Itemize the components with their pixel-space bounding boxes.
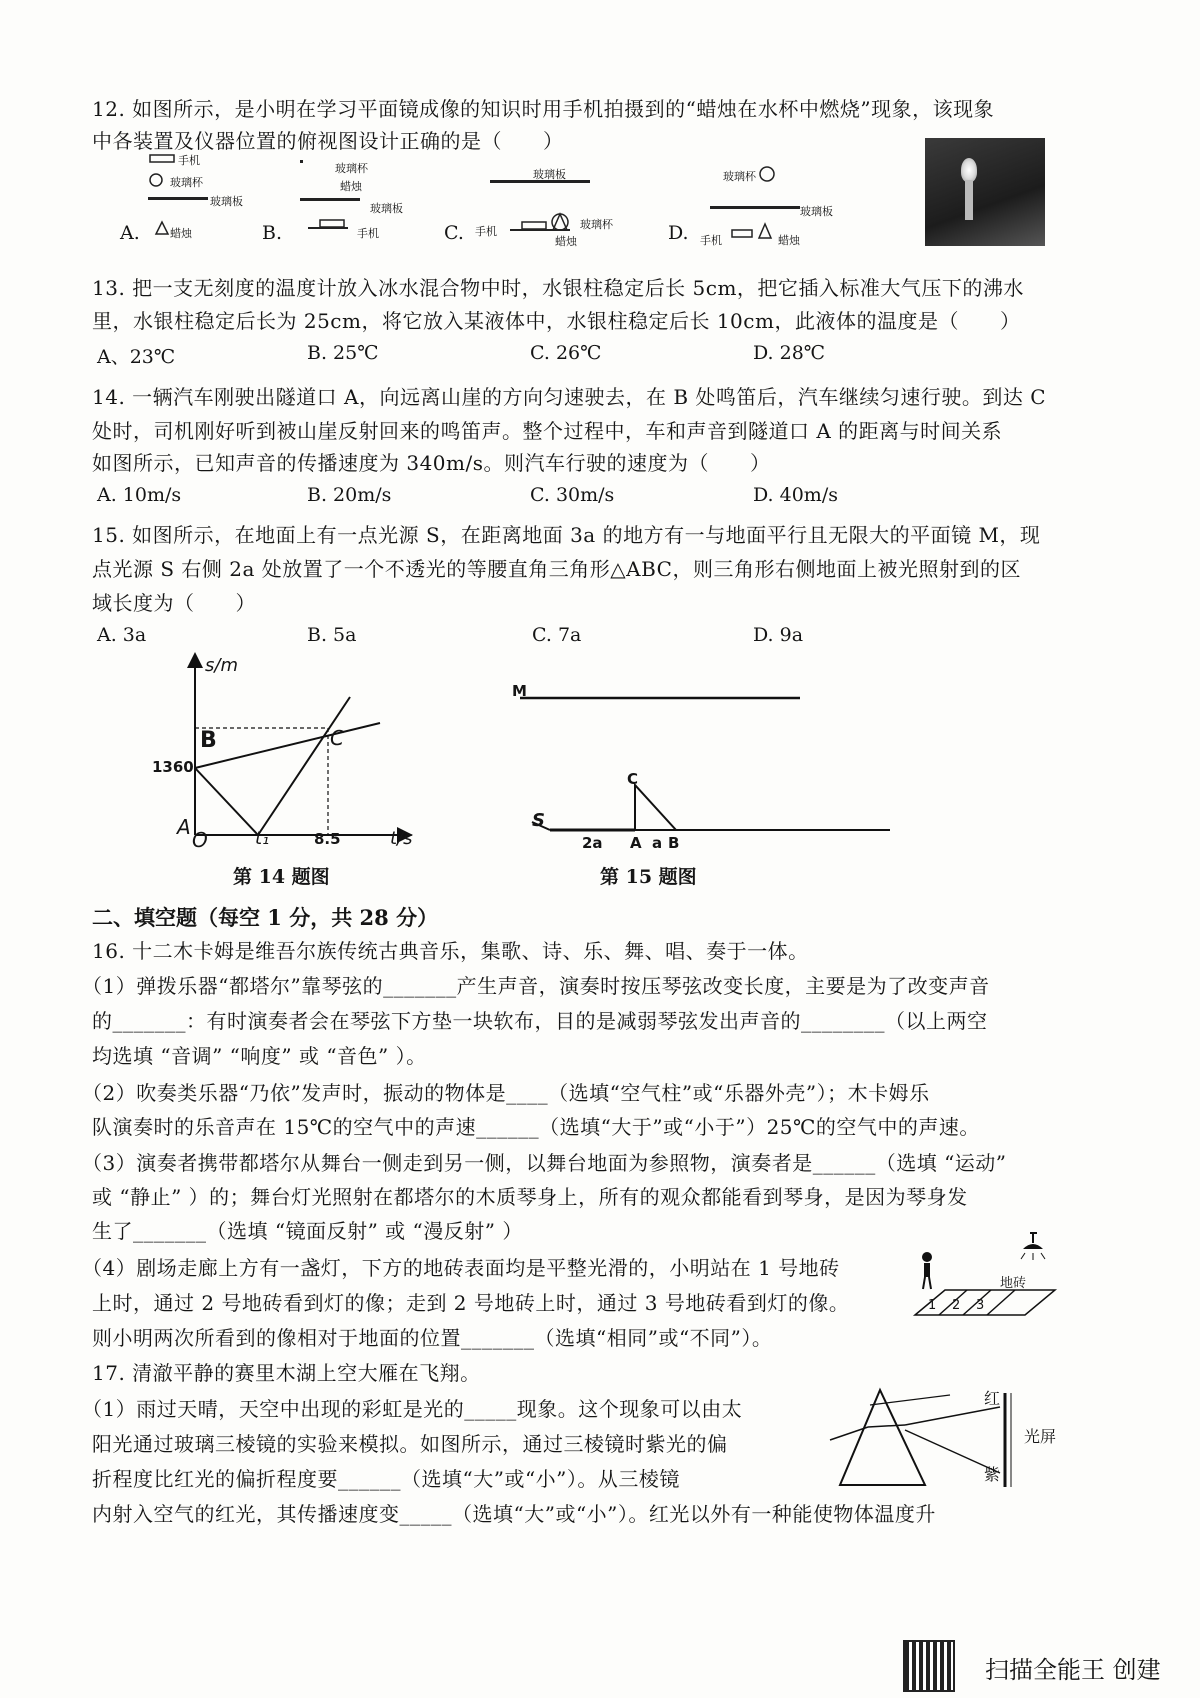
tile-2: 2 [952, 1298, 961, 1313]
fig14-point-c: C [330, 726, 344, 750]
car-line [195, 723, 380, 768]
figure-14-graph [190, 655, 420, 855]
q13-line2: 里，水银柱稳定后长为 25cm，将它放入某液体中，水银柱稳定后长 10cm，此液体的温度是（ ） [92, 309, 1021, 333]
q12-a-letter: A. [120, 222, 140, 244]
q12-b-phone: 手机 [357, 227, 379, 240]
prism-red-label: 红 [984, 1389, 1001, 1408]
q12-a-glass: 玻璃板 [210, 195, 243, 208]
q17-p1d: 内射入空气的红光，其传播速度变_____（选填“大”或“小”）。红光以外有一种能使物体温度升 [92, 1502, 936, 1526]
q16-p1a: （1）弹拨乐器“都塔尔”靠琴弦的_______产生声音，演奏时按压琴弦改变长度，主要是为了改变声音 [82, 974, 990, 998]
fig14-ytick: 1360 [152, 758, 194, 776]
q12-d-candle: 蜡烛 [778, 234, 800, 247]
tile-figure [895, 1225, 1075, 1335]
q16-p3a: （3）演奏者携带都塔尔从舞台一侧走到另一侧，以舞台地面为参照物，演奏者是______（选填 “运动” [82, 1151, 1007, 1175]
tile-3: 3 [976, 1298, 985, 1313]
scanner-watermark: 扫描全能王 创建 [985, 1656, 1161, 1684]
q12-a-candle: 蜡烛 [170, 227, 192, 240]
q12-c-letter: C. [444, 222, 464, 244]
q16-p2b: 队演奏时的乐音声在 15℃的空气中的声速______（选填“大于”或“小于”）25℃的空气中的声速。 [92, 1115, 980, 1139]
q16-p1b: 的_______：有时演奏者会在琴弦下方垫一块软布，目的是减弱琴弦发出声音的________（以上两空 [92, 1009, 988, 1033]
q16-p1c: 均选填 “音调” “响度” 或 “音色” ）。 [92, 1044, 427, 1068]
q17-p1c: 折程度比红光的偏折程度要______（选填“大”或“小”）。从三棱镜 [92, 1467, 680, 1491]
q17-intro: 17. 清澈平静的赛里木湖上空大雁在飞翔。 [92, 1361, 481, 1385]
q12-b-letter: B. [262, 222, 283, 244]
q14-line3: 如图所示，已知声音的传播速度为 340m/s。则汽车行驶的速度为（ ） [92, 451, 771, 475]
q12-option-a-diagram [140, 150, 260, 230]
prism-screen-label: 光屏 [1024, 1427, 1057, 1446]
q13-option-c: C. 26℃ [530, 342, 602, 364]
fig15-source-label: S [532, 810, 545, 831]
fig15-c-label: C [627, 770, 639, 788]
q13-option-d: D. 28℃ [753, 342, 826, 364]
lamp-icon [1023, 1244, 1043, 1249]
q12-d-cup: 玻璃杯 [723, 170, 756, 183]
prism-icon [840, 1390, 925, 1485]
fig14-point-a: A [177, 815, 191, 839]
q12-b-cup: 玻璃杯 [335, 162, 368, 175]
q17-p1b: 阳光通过玻璃三棱镜的实验来模拟。如图所示，通过三棱镜时紫光的偏 [92, 1432, 728, 1456]
q16-p3b: 或 “静止” ）的；舞台灯光照射在都塔尔的木质琴身上，所有的观众都能看到琴身，是因为琴身发 [92, 1185, 968, 1209]
q12-b-candle: 蜡烛 [340, 180, 362, 193]
tile-label: 地砖 [1000, 1276, 1027, 1291]
fig15-caption: 第 15 题图 [600, 866, 697, 888]
candle-photo [925, 138, 1045, 246]
q15-option-a: A. 3a [97, 624, 147, 646]
triangle-abc [635, 785, 676, 830]
fig15-a-length: a [652, 834, 663, 852]
q17-p1a: （1）雨过天晴，天空中出现的彩虹是光的_____现象。这个现象可以由太 [82, 1397, 743, 1421]
q14-option-c: C. 30m/s [530, 484, 615, 506]
fig15-mirror-label: M [512, 682, 527, 700]
q16-p2a: （2）吹奏类乐器“乃依”发声时，振动的物体是____（选填“空气柱”或“乐器外壳”）；木卡姆乐 [82, 1081, 930, 1105]
q15-line1: 15. 如图所示，在地面上有一点光源 S，在距离地面 3a 的地方有一与地面平行且无限大的平面镜 M，现 [92, 523, 1041, 547]
q15-option-b: B. 5a [307, 624, 357, 646]
q13-line1: 13. 把一支无刻度的温度计放入冰水混合物中时，水银柱稳定后长 5cm，把它插入标准大气压下的沸水 [92, 276, 1024, 300]
fig14-xtick-85: 8.5 [314, 830, 341, 848]
q12-b-glass: 玻璃板 [370, 202, 403, 215]
fig15-a-point: A [630, 834, 642, 852]
fig14-caption: 第 14 题图 [233, 866, 330, 888]
flame-icon [961, 158, 977, 182]
q12-d-letter: D. [668, 222, 689, 244]
section-2-heading: 二、填空题（每空 1 分，共 28 分） [92, 905, 439, 930]
q12-line1: 12. 如图所示，是小明在学习平面镜成像的知识时用手机拍摄到的“蜡烛在水杯中燃烧”现象，该现象 [92, 97, 995, 121]
q16-p4b: 上时，通过 2 号地砖看到灯的像；走到 2 号地砖上时，通过 3 号地砖看到灯的像。 [92, 1291, 850, 1315]
q14-option-d: D. 40m/s [753, 484, 838, 506]
q15-line3: 域长度为（ ） [92, 591, 256, 615]
q14-line1: 14. 一辆汽车刚驶出隧道口 A，向远离山崖的方向匀速驶去，在 B 处鸣笛后，汽车继续匀速行驶。到达 C [92, 385, 1047, 409]
q16-p3c: 生了_______（选填 “镜面反射” 或 “漫反射” ） [92, 1219, 523, 1243]
candle-icon [965, 180, 973, 220]
sound-line-out [195, 768, 258, 835]
fig14-origin: O [192, 828, 208, 852]
q14-option-a: A. 10m/s [97, 484, 182, 506]
fig14-point-b: B [200, 728, 217, 753]
q12-d-glass: 玻璃板 [800, 205, 833, 218]
q12-c-cup: 玻璃杯 [580, 218, 613, 231]
fig14-xtick-t1: t₁ [255, 828, 270, 849]
q12-a-phone: 手机 [178, 154, 200, 167]
qr-code-icon [905, 1642, 953, 1690]
q12-a-cup: 玻璃杯 [170, 176, 203, 189]
q12-d-phone: 手机 [700, 234, 722, 247]
q12-c-glass: 玻璃板 [533, 168, 566, 181]
q14-option-b: B. 20m/s [307, 484, 392, 506]
q15-option-d: D. 9a [753, 624, 804, 646]
q12-c-phone: 手机 [475, 225, 497, 238]
q15-option-c: C. 7a [532, 624, 582, 646]
fig15-b-label: B [668, 834, 680, 852]
person-icon [922, 1252, 932, 1289]
fig14-ylabel: s/m [205, 655, 238, 676]
q13-option-b: B. 25℃ [307, 342, 379, 364]
q16-p4a: （4）剧场走廊上方有一盏灯，下方的地砖表面均是平整光滑的，小明站在 1 号地砖 [82, 1256, 840, 1280]
figure-15-diagram [510, 680, 890, 860]
prism-violet-label: 紫 [984, 1465, 1001, 1484]
q12-c-candle: 蜡烛 [555, 235, 577, 248]
fig14-xlabel: t/s [390, 828, 413, 849]
q13-option-a: A、23℃ [97, 346, 176, 368]
sound-line-back [258, 697, 350, 835]
q12-line2: 中各装置及仪器位置的俯视图设计正确的是（ ） [92, 129, 564, 153]
tile-1: 1 [928, 1298, 937, 1313]
q16-intro: 16. 十二木卡姆是维吾尔族传统古典音乐，集歌、诗、乐、舞、唱、奏于一体。 [92, 939, 809, 963]
q16-p4c: 则小明两次所看到的像相对于地面的位置_______（选填“相同”或“不同”）。 [92, 1326, 773, 1350]
fig15-2a-label: 2a [582, 834, 603, 852]
q15-line2: 点光源 S 右侧 2a 处放置了一个不透光的等腰直角三角形△ABC，则三角形右侧地面上被光照射到的区 [92, 557, 1021, 581]
q14-line2: 处时，司机刚好听到被山崖反射回来的鸣笛声。整个过程中，车和声音到隧道口 A 的距离与时间关系 [92, 419, 1003, 443]
